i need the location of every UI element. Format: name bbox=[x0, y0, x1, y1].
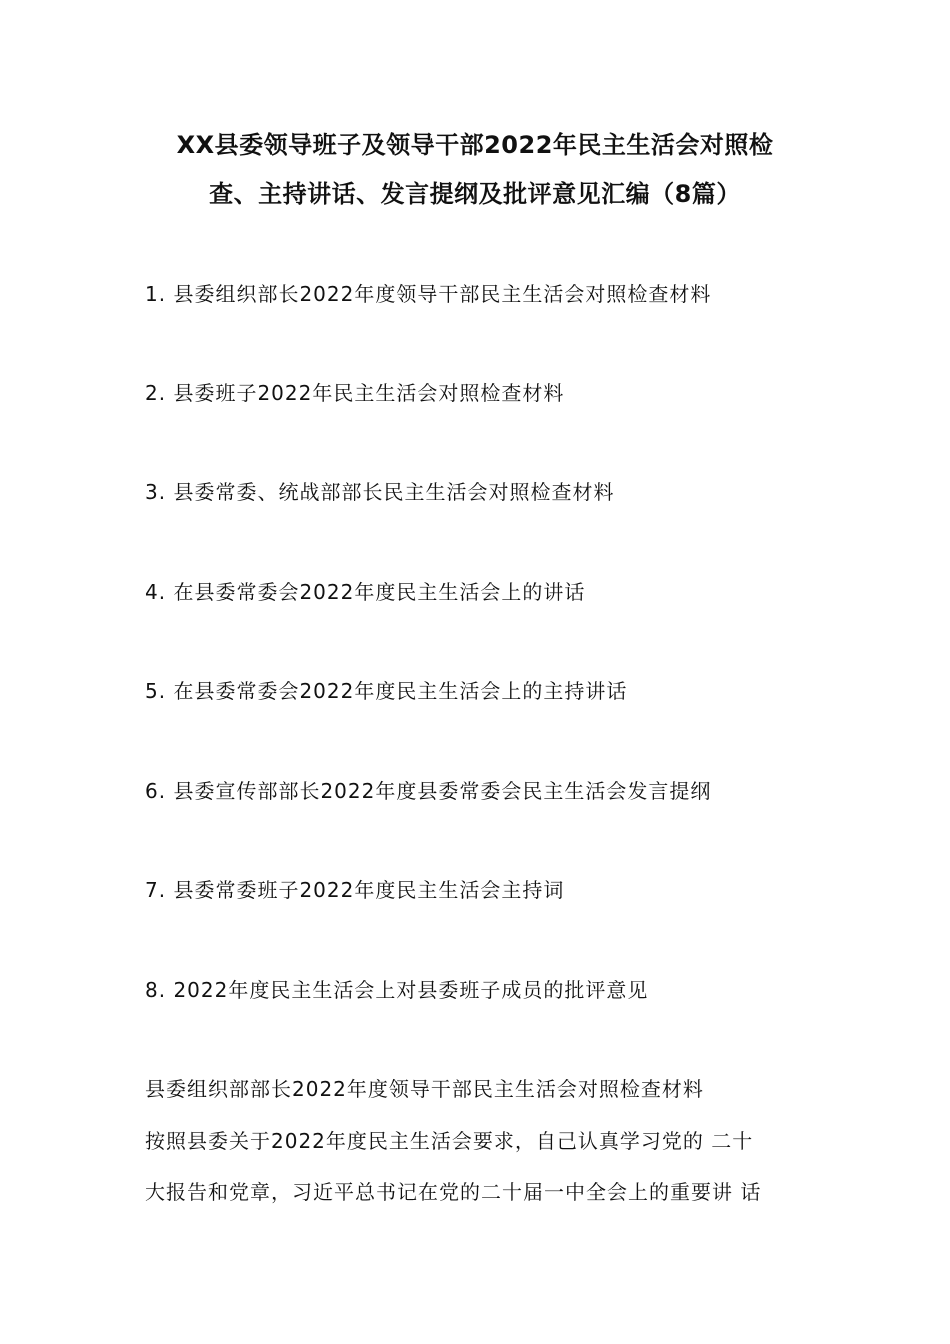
document-title-line-2: 查、主持讲话、发言提纲及批评意见汇编（8篇） bbox=[209, 180, 741, 208]
section-heading: 县委组织部部长2022年度领导干部民主生活会对照检查材料 bbox=[145, 1077, 704, 1101]
document-title-line-1: XX县委领导班子及领导干部2022年民主生活会对照检 bbox=[176, 131, 774, 159]
body-paragraph-line-2: 大报告和党章，习近平总书记在党的二十届一中全会上的重要讲 话 bbox=[145, 1180, 762, 1204]
toc-item-6: 6. 县委宣传部部长2022年度县委常委会民主生活会发言提纲 bbox=[145, 779, 712, 803]
toc-item-1: 1. 县委组织部长2022年度领导干部民主生活会对照检查材料 bbox=[145, 282, 712, 306]
body-paragraph-line-1: 按照县委关于2022年度民主生活会要求，自己认真学习党的 二十 bbox=[145, 1129, 754, 1153]
toc-item-4: 4. 在县委常委会2022年度民主生活会上的讲话 bbox=[145, 580, 586, 604]
toc-item-2: 2. 县委班子2022年民主生活会对照检查材料 bbox=[145, 381, 565, 405]
toc-item-3: 3. 县委常委、统战部部长民主生活会对照检查材料 bbox=[145, 480, 615, 504]
toc-item-8: 8. 2022年度民主生活会上对县委班子成员的批评意见 bbox=[145, 978, 649, 1002]
toc-item-7: 7. 县委常委班子2022年度民主生活会主持词 bbox=[145, 878, 565, 902]
toc-item-5: 5. 在县委常委会2022年度民主生活会上的主持讲话 bbox=[145, 679, 628, 703]
